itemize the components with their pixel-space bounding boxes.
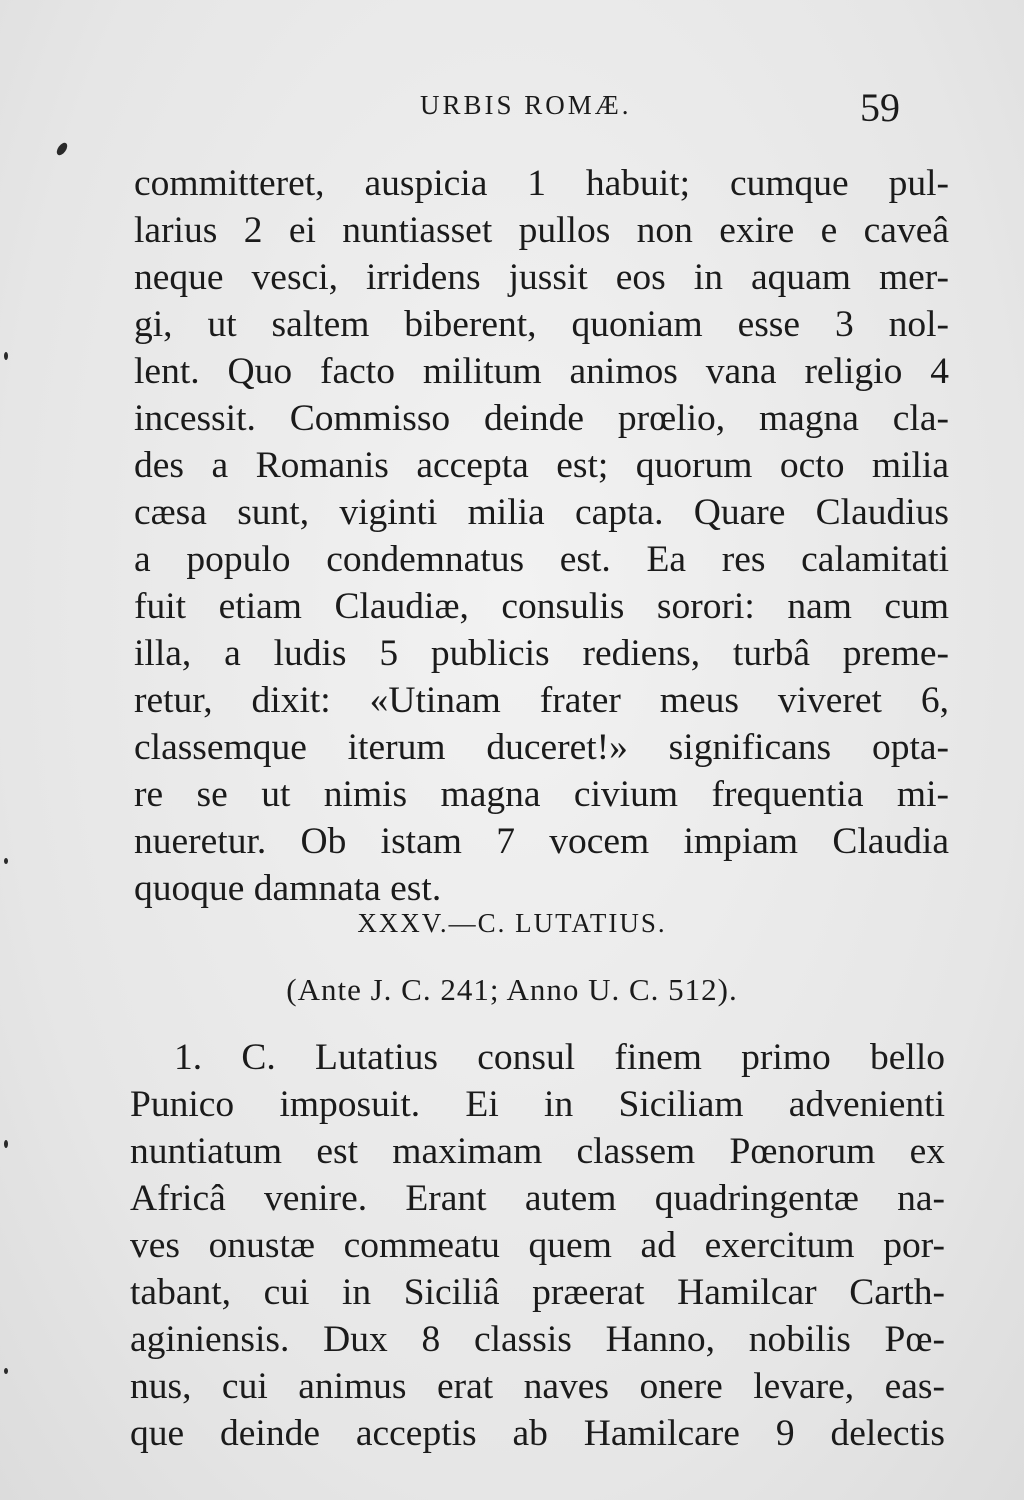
text-line: a populo condemnatus est. Ea res calamitati (134, 539, 949, 580)
text-line: committeret, auspicia 1 habuit; cumque pul- (134, 163, 949, 204)
ink-speck (4, 1140, 8, 1148)
text-line: quoque damnata est. (134, 868, 442, 909)
ink-speck (4, 858, 8, 864)
text-line: aginiensis. Dux 8 classis Hanno, nobilis Pœ- (130, 1319, 945, 1360)
text-line: nuntiatum est maximam classem Pœnorum ex (130, 1131, 945, 1172)
text-line: que deinde acceptis ab Hamilcare 9 delectis (130, 1413, 945, 1454)
text-line: tabant, cui in Siciliâ præerat Hamilcar Carth- (130, 1272, 945, 1313)
text-line: nus, cui animus erat naves onere levare, eas- (130, 1366, 945, 1407)
text-line: des a Romanis accepta est; quorum octo milia (134, 445, 949, 486)
section-heading: XXXV.—C. LUTATIUS. (357, 908, 667, 938)
text-line: Punico imposuit. Ei in Siciliam advenienti (130, 1084, 945, 1125)
page-number: 59 (860, 85, 900, 130)
text-line: gi, ut saltem biberent, quoniam esse 3 nol- (134, 304, 949, 345)
text-line: neque vesci, irridens jussit eos in aquam mer- (134, 257, 949, 298)
ink-speck (4, 1368, 8, 1374)
ink-speck (4, 352, 8, 360)
text-line: illa, a ludis 5 publicis rediens, turbâ preme- (134, 633, 949, 674)
text-line: larius 2 ei nuntiasset pullos non exire e caveâ (134, 210, 949, 251)
text-line: cæsa sunt, viginti milia capta. Quare Claudius (134, 492, 949, 533)
text-line: re se ut nimis magna civium frequentia mi- (134, 774, 949, 815)
running-title: URBIS ROMÆ. (420, 90, 632, 120)
text-line: fuit etiam Claudiæ, consulis sorori: nam cum (134, 586, 949, 627)
section-date: (Ante J. C. 241; Anno U. C. 512). (286, 972, 738, 1007)
ink-speck (55, 141, 70, 157)
text-line: classemque iterum duceret!» significans opta- (134, 727, 949, 768)
running-head (0, 85, 1024, 130)
text-line: incessit. Commisso deinde prœlio, magna cla- (134, 398, 949, 439)
text-line: Africâ venire. Erant autem quadringentæ na- (130, 1178, 945, 1219)
text-line: retur, dixit: «Utinam frater meus viveret 6, (134, 680, 949, 721)
text-line: ves onustæ commeatu quem ad exercitum por- (130, 1225, 945, 1266)
text-line: 1. C. Lutatius consul finem primo bello (174, 1037, 945, 1078)
text-line: nueretur. Ob istam 7 vocem impiam Claudia (134, 821, 949, 862)
text-line: lent. Quo facto militum animos vana religio 4 (134, 351, 949, 392)
